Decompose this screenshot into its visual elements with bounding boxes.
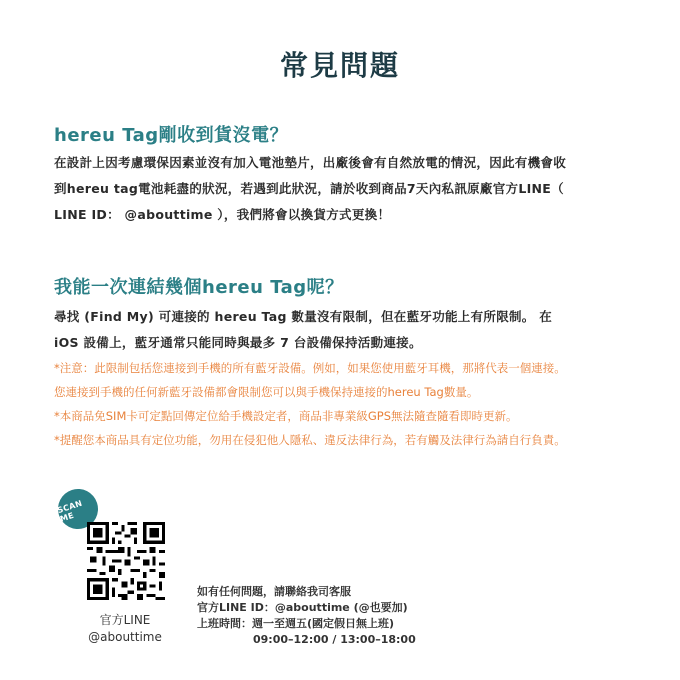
faq-question-1: hereu Tag剛收到貨沒電？: [54, 125, 289, 146]
contact-line: 官方LINE ID：@abouttime (@也要加): [197, 601, 408, 614]
qr-caption-line: 官方LINE: [99, 613, 151, 627]
note-line: 您連接到手機的任何新藍牙設備都會限制您可以與手機保持連接的hereu Tag數量。: [54, 385, 479, 399]
note-line: *注意：此限制包括您連接到手機的所有藍牙設備。例如，如果您使用藍牙耳機，那將代表一個連接。: [54, 361, 566, 375]
faq-answer-2: [54, 304, 644, 356]
contact-line: 09:00–12:00 / 13:00–18:00: [253, 633, 416, 646]
faq-question-2: 我能一次連結幾個hereu Tag呢？: [54, 277, 344, 298]
faq-notes: [54, 356, 654, 452]
faq-answer-1: [54, 150, 644, 228]
note-line: *本商品免SIM卡可定點回傳定位給手機設定者，商品非專業級GPS無法隨查隨看即時更新。: [54, 409, 518, 423]
qr-caption-line: @abouttime: [88, 630, 162, 644]
line-qr-code[interactable]: [87, 522, 165, 600]
answer-line: iOS 設備上，藍牙通常只能同時與最多 7 台設備保持活動連接。: [54, 335, 422, 350]
scan-me-label: SCAN ME: [56, 498, 84, 524]
page-title: 常見問題: [279, 49, 400, 82]
contact-info: [197, 584, 416, 648]
answer-line: LINE ID： @abouttime ），我們將會以換貨方式更換！: [54, 207, 391, 222]
contact-line: 如有任何問題，請聯絡我司客服: [197, 585, 351, 598]
note-line: *提醒您本商品具有定位功能，勿用在侵犯他人隱私、違反法律行為，若有觸及法律行為請自行負責。: [54, 433, 566, 447]
answer-line: 在設計上因考慮環保因素並沒有加入電池墊片，出廠後會有自然放電的情況，因此有機會收: [54, 155, 567, 170]
answer-line: 到hereu tag電池耗盡的狀況，若遇到此狀況，請於收到商品7天內私訊原廠官方LINE（: [54, 181, 564, 196]
contact-line: 上班時間：週一至週五(國定假日無上班): [197, 617, 395, 630]
qr-caption: [70, 612, 180, 646]
answer-line: 尋找 (Find My) 可連接的 hereu Tag 數量沒有限制，但在藍牙功能上有所限制。 在: [54, 309, 553, 324]
